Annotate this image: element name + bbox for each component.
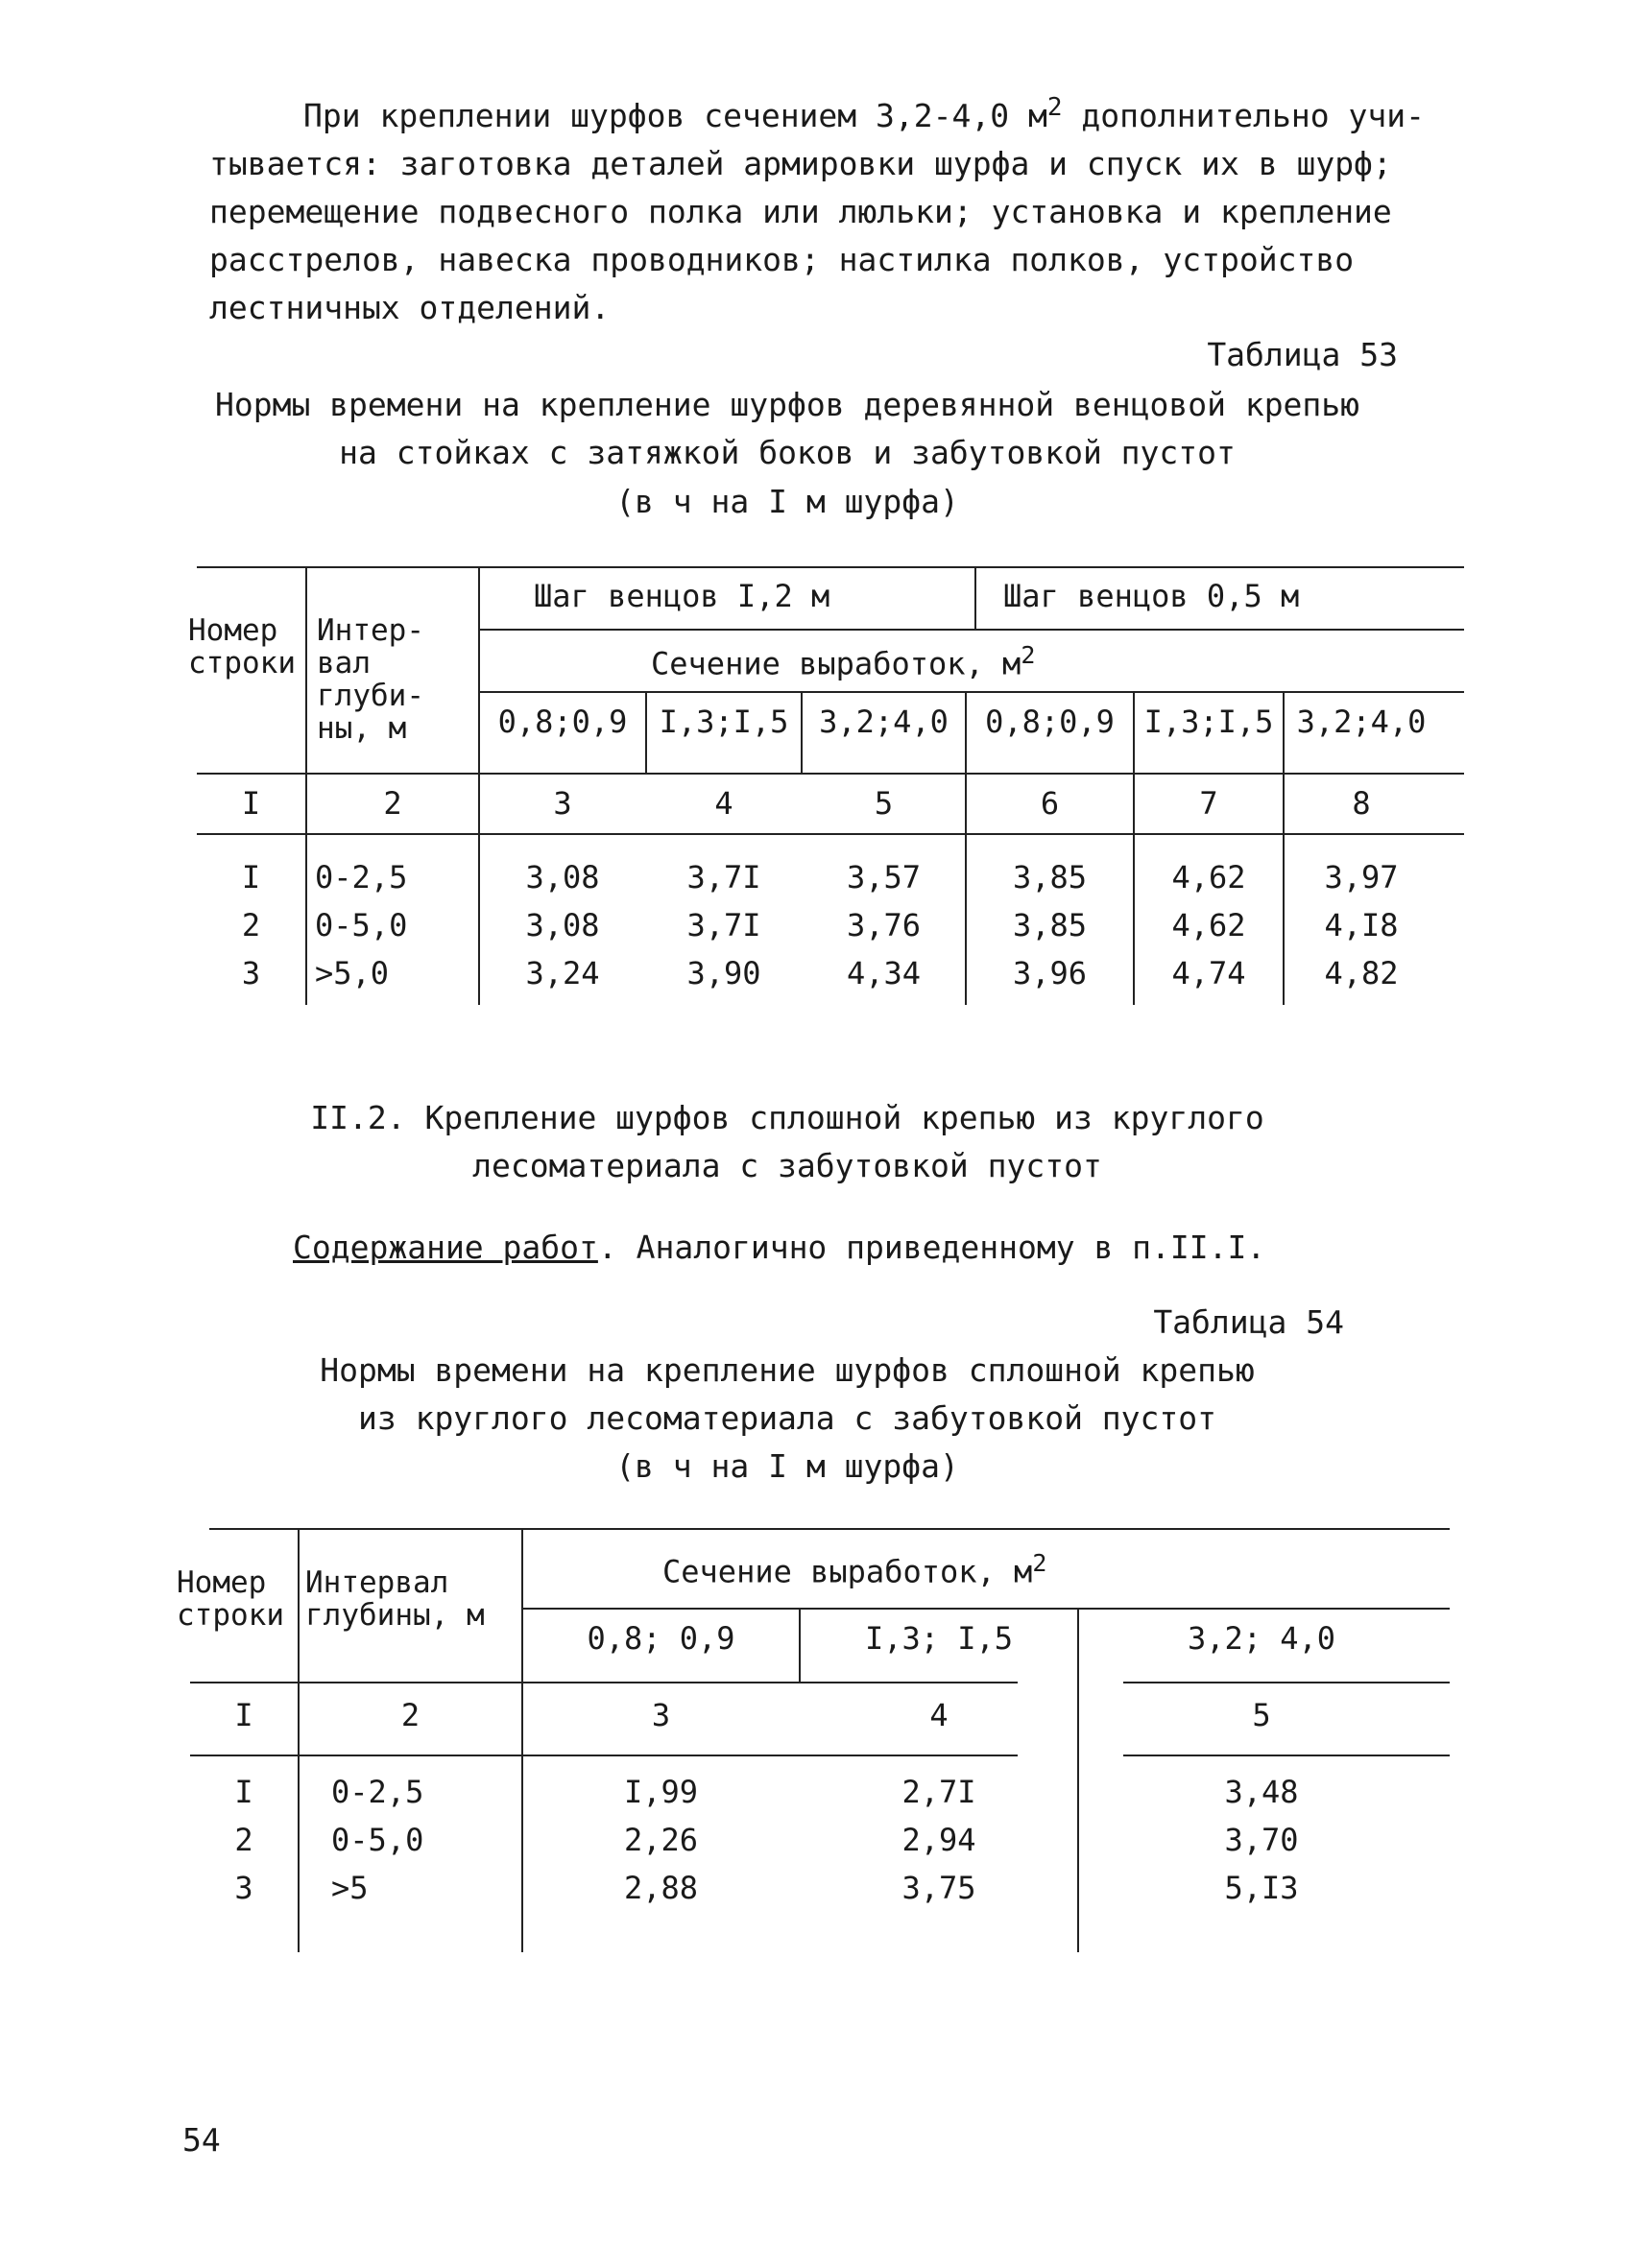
content-label: Содержание работ: [293, 1229, 598, 1266]
page-number: 54: [182, 2121, 221, 2159]
table54-cell: 0-5,0: [331, 1822, 424, 1858]
table53-cell: 3,24: [525, 955, 600, 991]
table53-title-line-3: (в ч на I м шурфа): [615, 483, 959, 520]
table53-cell: 3,08: [525, 907, 600, 943]
table54-label: Таблица 54: [1153, 1303, 1344, 1341]
intro-line-5: лестничных отделений.: [209, 289, 611, 326]
table54-cell: >5: [331, 1870, 369, 1906]
table53-col-header: 0,8;0,9: [985, 704, 1115, 740]
intro-line-2: тывается: заготовка деталей армировки шурфа и спуск их в шурф;: [209, 145, 1392, 182]
table53-col-header: 3,2;4,0: [819, 704, 949, 740]
content-of-work: [293, 1229, 1265, 1266]
table53-rule: [197, 773, 1464, 775]
table53-cell: 3,08: [525, 859, 600, 895]
table53-col-number: I: [241, 785, 261, 822]
table53-top-rule: [197, 566, 1464, 568]
table53-cell: 3,57: [846, 859, 922, 895]
content-text: . Аналогично приведенному в п.II.I.: [597, 1229, 1266, 1266]
table53-title-line-2: на стойках с затяжкой боков и забутовкой пустот: [339, 434, 1236, 471]
table54-col-number: 3: [651, 1697, 671, 1733]
table53-cell: 3,7I: [686, 907, 761, 943]
table53-label: Таблица 53: [1207, 336, 1398, 373]
table53-cell: 3,90: [686, 955, 761, 991]
intro-line-3: перемещение подвесного полка или люльки; установка и крепление: [209, 193, 1392, 230]
table53-cell: 4,74: [1171, 955, 1246, 991]
table54-cell: 5,I3: [1224, 1870, 1299, 1906]
table53-cell: 4,62: [1171, 859, 1246, 895]
table53-col-number: 4: [714, 785, 733, 822]
table54-col-header: 3,2; 4,0: [1187, 1620, 1336, 1657]
superscript: 2: [1046, 93, 1063, 122]
table54-cell: 3,70: [1224, 1822, 1299, 1858]
table54-cell: 2,94: [901, 1822, 976, 1858]
table54-head-row-no: Номер строки: [177, 1565, 284, 1633]
table53-head-row-no: Номер строки: [188, 613, 296, 680]
table54-cell: 2,26: [623, 1822, 699, 1858]
table53-col-header: I,3;I,5: [659, 704, 789, 740]
intro-line-1: При креплении шурфов сечением 3,2-4,0 $м^2$ дополнительно учи-: [303, 93, 1425, 134]
intro-line-4: расстрелов, навеска проводников; настилка полков, устройство: [209, 241, 1355, 278]
table53-head-step-2: Шаг венцов 0,5 м: [1003, 578, 1300, 614]
table54-cell: I,99: [623, 1774, 699, 1810]
table53-col-number: 6: [1040, 785, 1060, 822]
table53-cell: 3,96: [1012, 955, 1088, 991]
table54-title-line-2: из круглого лесоматериала с забутовкой пустот: [357, 1399, 1217, 1437]
table53-col-rule: [974, 568, 976, 630]
section-heading-line-1: II.2. Крепление шурфов сплошной крепью из круглого: [310, 1099, 1264, 1136]
table53-cell: 4,I8: [1324, 907, 1399, 943]
table53-cell: 0-2,5: [315, 859, 408, 895]
table53-head-depth: Интер- вал глуби- ны, м: [317, 613, 424, 746]
table54-cell: 3,75: [901, 1870, 976, 1906]
table53-cell: 4,34: [846, 955, 922, 991]
table53-col-number: 7: [1199, 785, 1218, 822]
table54-top-rule: [209, 1528, 1450, 1530]
table53-title-line-1: Нормы времени на крепление шурфов деревянной венцовой крепью: [214, 386, 1360, 423]
table54-cell: 2,7I: [901, 1774, 976, 1810]
table53-cell: 2: [241, 907, 261, 943]
table54-title-line-3: (в ч на I м шурфа): [615, 1447, 959, 1485]
table54-col-number: I: [234, 1697, 253, 1733]
table53-cell: 3,7I: [686, 859, 761, 895]
table54-col-number: 2: [400, 1697, 421, 1733]
table54-col-number: 5: [1252, 1697, 1271, 1733]
table53-cell: 3,85: [1012, 907, 1088, 943]
table53-cell: I: [241, 859, 261, 895]
table54-cell: I: [234, 1774, 253, 1810]
table53-col-number: 5: [874, 785, 894, 822]
table54-cell: 3,48: [1224, 1774, 1299, 1810]
table53-head-section: Сечение выработок, $м^2$: [651, 641, 1036, 682]
table54-col-header: I,3; I,5: [864, 1620, 1014, 1657]
table53-cell: 0-5,0: [315, 907, 408, 943]
table54-col-rule: [298, 1530, 300, 1952]
table53-head-step-1: Шаг венцов I,2 м: [534, 578, 830, 614]
table54-title-line-1: Нормы времени на крепление шурфов сплошной крепью: [320, 1351, 1255, 1389]
table53-col-header: 0,8;0,9: [497, 704, 628, 740]
table53-cell: 3,85: [1012, 859, 1088, 895]
table53-cell: 3,97: [1324, 859, 1399, 895]
intro-paragraph: [209, 92, 1457, 332]
table53-cell: >5,0: [315, 955, 390, 991]
table54-rule: [190, 1755, 1018, 1756]
table54-rule: [1123, 1755, 1450, 1756]
table53-rule: [197, 833, 1464, 835]
table54-col-header: 0,8; 0,9: [587, 1620, 735, 1657]
table54-cell: 3: [234, 1870, 253, 1906]
table54-rule: [190, 1682, 1018, 1683]
section-heading-line-2: лесоматериала с забутовкой пустот: [472, 1147, 1102, 1184]
table54-rule: [1123, 1682, 1450, 1683]
table53-rule: [480, 691, 1464, 693]
table53-cell: 3: [241, 955, 261, 991]
table53-col-header: 3,2;4,0: [1296, 704, 1427, 740]
table54-rule: [521, 1608, 1450, 1610]
table54-cell: 2,88: [623, 1870, 699, 1906]
table54-cell: 0-2,5: [331, 1774, 424, 1810]
table54-cell: 2: [234, 1822, 253, 1858]
table54-head-section: Сечение выработок, $м^2$: [662, 1549, 1047, 1590]
table53-cell: 3,76: [846, 907, 922, 943]
table54-col-number: 4: [929, 1697, 949, 1733]
table53-col-number: 2: [383, 785, 402, 822]
table54-head-depth: Интервал глубины, м: [305, 1565, 485, 1633]
table53-cell: 4,62: [1171, 907, 1246, 943]
table53-col-number: 8: [1352, 785, 1371, 822]
table53-cell: 4,82: [1324, 955, 1399, 991]
table53-rule: [480, 629, 1464, 631]
table53-col-number: 3: [553, 785, 572, 822]
table53-col-header: I,3;I,5: [1143, 704, 1274, 740]
